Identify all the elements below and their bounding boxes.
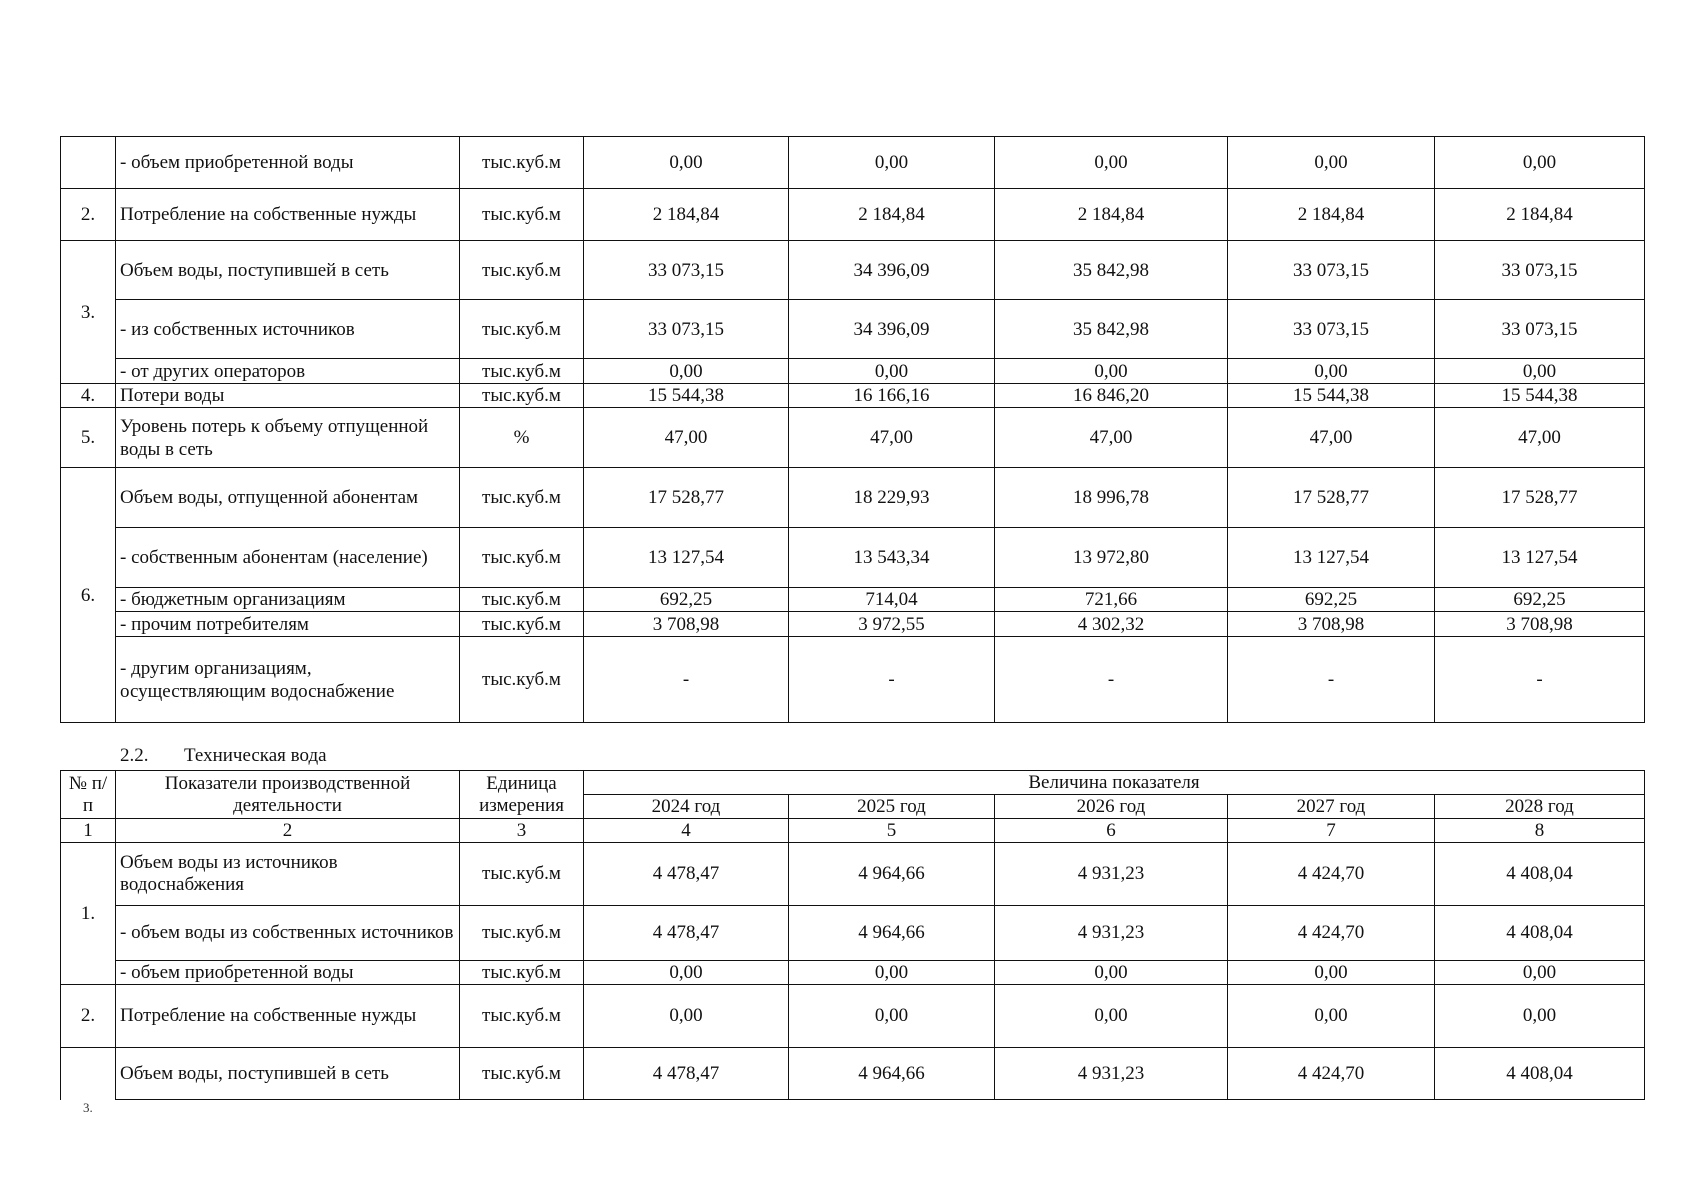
row-number: 4.: [61, 384, 116, 408]
value-2028: 0,00: [1435, 985, 1645, 1048]
table-row: [61, 300, 1645, 359]
column-number: 8: [1435, 819, 1645, 843]
value-2024: 47,00: [584, 408, 789, 468]
header-row: [61, 771, 1645, 795]
value-2027: 17 528,77: [1228, 468, 1435, 528]
value-2025: 0,00: [789, 961, 995, 985]
value-2025: 4 964,66: [789, 843, 995, 906]
value-2024: 4 478,47: [584, 1048, 789, 1100]
table-row: [61, 189, 1645, 241]
unit-cell: тыс.куб.м: [460, 906, 584, 961]
table-row: [61, 906, 1645, 961]
value-2027: 15 544,38: [1228, 384, 1435, 408]
unit-cell: тыс.куб.м: [460, 300, 584, 359]
column-number: 1: [61, 819, 116, 843]
table-row: [61, 137, 1645, 189]
value-2025: 3 972,55: [789, 612, 995, 637]
value-2028: 3 708,98: [1435, 612, 1645, 637]
header-value-group: Величина показателя: [584, 771, 1645, 795]
value-2024: 0,00: [584, 961, 789, 985]
value-2024: 2 184,84: [584, 189, 789, 241]
value-2025: 0,00: [789, 985, 995, 1048]
indicator-label: - объем приобретенной воды: [116, 137, 460, 189]
value-2026: 18 996,78: [995, 468, 1228, 528]
unit-cell: тыс.куб.м: [460, 985, 584, 1048]
value-2024: 3 708,98: [584, 612, 789, 637]
table-row: [61, 384, 1645, 408]
unit-cell: тыс.куб.м: [460, 612, 584, 637]
value-2026: 13 972,80: [995, 528, 1228, 588]
value-2025: 0,00: [789, 137, 995, 189]
value-2025: 0,00: [789, 359, 995, 384]
value-2026: 0,00: [995, 359, 1228, 384]
value-2027: 0,00: [1228, 359, 1435, 384]
value-2027: 33 073,15: [1228, 300, 1435, 359]
table-row: [61, 588, 1645, 612]
value-2026: 0,00: [995, 961, 1228, 985]
value-2028: 15 544,38: [1435, 384, 1645, 408]
value-2025: -: [789, 637, 995, 723]
value-2026: 4 931,23: [995, 1048, 1228, 1100]
value-2025: 16 166,16: [789, 384, 995, 408]
indicator-label: - собственным абонентам (население): [116, 528, 460, 588]
unit-cell: тыс.куб.м: [460, 588, 584, 612]
unit-cell: тыс.куб.м: [460, 961, 584, 985]
value-2027: -: [1228, 637, 1435, 723]
indicator-label: Объем воды из источников водоснабжения: [116, 843, 460, 906]
value-2024: -: [584, 637, 789, 723]
indicator-label: Объем воды, поступившей в сеть: [116, 1048, 460, 1100]
value-2024: 33 073,15: [584, 300, 789, 359]
indicator-label: - из собственных источников: [116, 300, 460, 359]
unit-cell: тыс.куб.м: [460, 137, 584, 189]
column-number: 6: [995, 819, 1228, 843]
header-year-2026: 2026 год: [995, 795, 1228, 819]
indicator-label: Уровень потерь к объему отпущенной воды в сеть: [116, 408, 460, 468]
value-2028: 0,00: [1435, 359, 1645, 384]
value-2028: 17 528,77: [1435, 468, 1645, 528]
value-2026: 35 842,98: [995, 300, 1228, 359]
value-2027: 2 184,84: [1228, 189, 1435, 241]
value-2026: 47,00: [995, 408, 1228, 468]
value-2026: 721,66: [995, 588, 1228, 612]
value-2026: 4 302,32: [995, 612, 1228, 637]
header-col-number: № п/п: [61, 771, 116, 819]
value-2024: 692,25: [584, 588, 789, 612]
value-2028: 4 408,04: [1435, 843, 1645, 906]
row-number: 2.: [61, 985, 116, 1048]
value-2026: 4 931,23: [995, 906, 1228, 961]
value-2028: 0,00: [1435, 961, 1645, 985]
unit-cell: тыс.куб.м: [460, 359, 584, 384]
technical-water-table: [60, 770, 1645, 1100]
value-2024: 0,00: [584, 985, 789, 1048]
column-number: 4: [584, 819, 789, 843]
header-col-indicator: Показатели производственной деятельности: [116, 771, 460, 819]
table-row: [61, 241, 1645, 300]
indicator-label: Объем воды, отпущенной абонентам: [116, 468, 460, 528]
value-2025: 34 396,09: [789, 241, 995, 300]
unit-cell: %: [460, 408, 584, 468]
value-2027: 0,00: [1228, 137, 1435, 189]
value-2028: 692,25: [1435, 588, 1645, 612]
value-2026: -: [995, 637, 1228, 723]
column-number: 3: [460, 819, 584, 843]
value-2027: 4 424,70: [1228, 906, 1435, 961]
header-col-unit: Единица измерения: [460, 771, 584, 819]
row-number: 3.: [61, 241, 116, 384]
value-2028: 47,00: [1435, 408, 1645, 468]
value-2027: 4 424,70: [1228, 1048, 1435, 1100]
header-year-2025: 2025 год: [789, 795, 995, 819]
value-2024: 0,00: [584, 359, 789, 384]
value-2026: 0,00: [995, 985, 1228, 1048]
water-balance-table-continued: [60, 136, 1645, 723]
value-2028: 0,00: [1435, 137, 1645, 189]
column-number: 7: [1228, 819, 1435, 843]
header-year-2024: 2024 год: [584, 795, 789, 819]
indicator-label: - прочим потребителям: [116, 612, 460, 637]
section-number: 2.2.: [120, 745, 149, 766]
value-2028: 13 127,54: [1435, 528, 1645, 588]
unit-cell: тыс.куб.м: [460, 1048, 584, 1100]
indicator-label: Потребление на собственные нужды: [116, 985, 460, 1048]
value-2026: 16 846,20: [995, 384, 1228, 408]
value-2027: 692,25: [1228, 588, 1435, 612]
cut-row-number: 3.: [83, 1100, 93, 1115]
section-heading: [120, 745, 327, 767]
unit-cell: тыс.куб.м: [460, 384, 584, 408]
value-2024: 4 478,47: [584, 843, 789, 906]
value-2026: 2 184,84: [995, 189, 1228, 241]
column-number-row: [61, 819, 1645, 843]
value-2028: 33 073,15: [1435, 300, 1645, 359]
row-number: 2.: [61, 189, 116, 241]
value-2027: 0,00: [1228, 985, 1435, 1048]
table-row: [61, 961, 1645, 985]
value-2027: 33 073,15: [1228, 241, 1435, 300]
table-row: [61, 528, 1645, 588]
value-2025: 47,00: [789, 408, 995, 468]
row-number: 6.: [61, 468, 116, 723]
table-row: [61, 468, 1645, 528]
indicator-label: - объем воды из собственных источников: [116, 906, 460, 961]
unit-cell: тыс.куб.м: [460, 843, 584, 906]
value-2025: 13 543,34: [789, 528, 995, 588]
value-2028: 4 408,04: [1435, 1048, 1645, 1100]
value-2024: 13 127,54: [584, 528, 789, 588]
indicator-label: Потери воды: [116, 384, 460, 408]
value-2027: 3 708,98: [1228, 612, 1435, 637]
value-2025: 2 184,84: [789, 189, 995, 241]
row-number-cell: [61, 137, 116, 189]
column-number: 5: [789, 819, 995, 843]
value-2026: 4 931,23: [995, 843, 1228, 906]
row-number: 5.: [61, 408, 116, 468]
value-2025: 34 396,09: [789, 300, 995, 359]
unit-cell: тыс.куб.м: [460, 637, 584, 723]
value-2027: 0,00: [1228, 961, 1435, 985]
value-2024: 33 073,15: [584, 241, 789, 300]
header-year-2027: 2027 год: [1228, 795, 1435, 819]
table-row: [61, 637, 1645, 723]
value-2027: 47,00: [1228, 408, 1435, 468]
indicator-label: - объем приобретенной воды: [116, 961, 460, 985]
value-2024: 4 478,47: [584, 906, 789, 961]
unit-cell: тыс.куб.м: [460, 468, 584, 528]
value-2026: 35 842,98: [995, 241, 1228, 300]
table-row: [61, 612, 1645, 637]
row-number-cell: [61, 1048, 116, 1100]
value-2025: 18 229,93: [789, 468, 995, 528]
table-row: [61, 408, 1645, 468]
unit-cell: тыс.куб.м: [460, 189, 584, 241]
indicator-label: - от других операторов: [116, 359, 460, 384]
value-2028: 2 184,84: [1435, 189, 1645, 241]
value-2025: 714,04: [789, 588, 995, 612]
indicator-label: - бюджетным организациям: [116, 588, 460, 612]
value-2025: 4 964,66: [789, 1048, 995, 1100]
table-row: [61, 985, 1645, 1048]
value-2027: 13 127,54: [1228, 528, 1435, 588]
unit-cell: тыс.куб.м: [460, 528, 584, 588]
value-2026: 0,00: [995, 137, 1228, 189]
indicator-label: Объем воды, поступившей в сеть: [116, 241, 460, 300]
unit-cell: тыс.куб.м: [460, 241, 584, 300]
table-row: [61, 843, 1645, 906]
row-number: 1.: [61, 843, 116, 985]
value-2028: 4 408,04: [1435, 906, 1645, 961]
value-2024: 15 544,38: [584, 384, 789, 408]
indicator-label: - другим организациям, осуществляющим водоснабжение: [116, 637, 460, 723]
value-2025: 4 964,66: [789, 906, 995, 961]
section-title: Техническая вода: [184, 745, 327, 766]
table-row: [61, 1048, 1645, 1100]
value-2024: 0,00: [584, 137, 789, 189]
value-2027: 4 424,70: [1228, 843, 1435, 906]
value-2024: 17 528,77: [584, 468, 789, 528]
column-number: 2: [116, 819, 460, 843]
indicator-label: Потребление на собственные нужды: [116, 189, 460, 241]
table-row: [61, 359, 1645, 384]
value-2028: 33 073,15: [1435, 241, 1645, 300]
header-year-2028: 2028 год: [1435, 795, 1645, 819]
value-2028: -: [1435, 637, 1645, 723]
